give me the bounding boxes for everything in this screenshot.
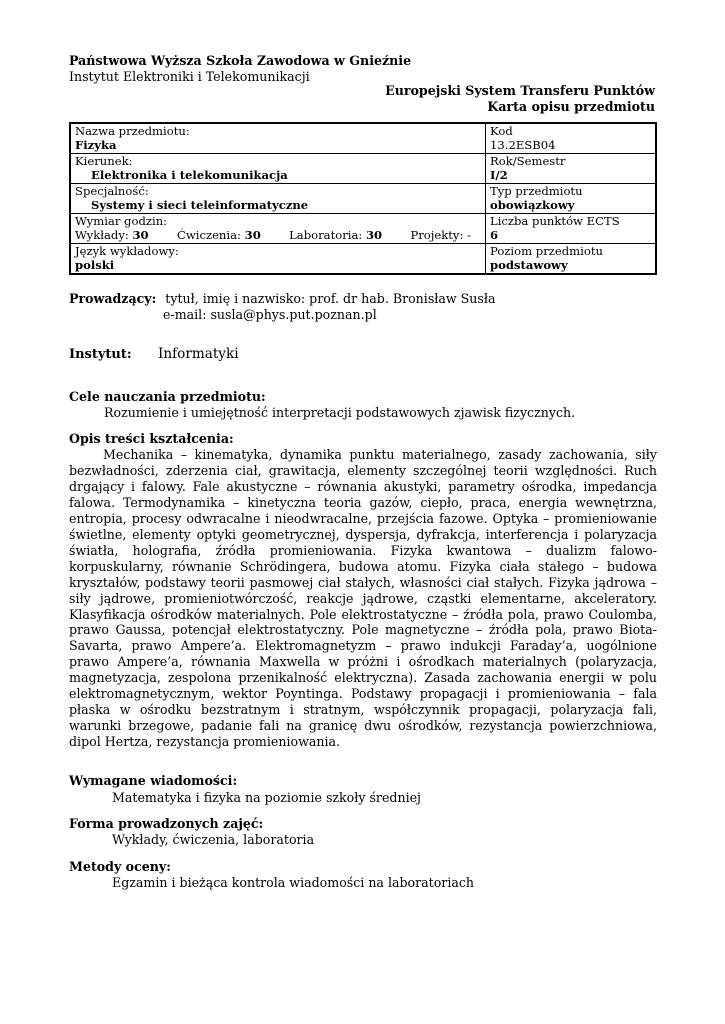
lecturer-row xyxy=(69,291,629,307)
lecturer-label: Prowadzący: xyxy=(69,291,157,306)
form-text: Wykłady, ćwiczenia, laboratoria xyxy=(112,832,315,847)
code-value: 13.2ESB04 xyxy=(490,138,556,152)
type-label: Typ przedmiotu xyxy=(490,184,583,198)
type-value: obowiązkowy xyxy=(490,198,575,212)
assessment-heading: Metody oceny: xyxy=(69,859,171,874)
lang-value: polski xyxy=(75,258,115,272)
direction-cell xyxy=(70,154,486,184)
lectures-label: Wykłady: xyxy=(75,228,129,242)
table-row xyxy=(70,184,656,214)
code-label: Kod xyxy=(490,124,513,138)
ects-system-title: Europejski System Transferu Punktów xyxy=(385,83,655,98)
spec-cell xyxy=(70,184,486,214)
requirements-heading: Wymagane wiadomości: xyxy=(69,773,238,788)
institute-value: Informatyki xyxy=(158,346,239,362)
projects-label: Projekty: xyxy=(410,228,464,242)
table-row xyxy=(70,154,656,184)
hours-breakdown xyxy=(75,228,481,242)
exercises-label: Ćwiczenia: xyxy=(176,228,241,242)
university-name: Państwowa Wyższa Szkoła Zawodowa w Gnieźnie xyxy=(69,53,412,68)
year-cell xyxy=(486,154,657,184)
lecturer-name: tytuł, imię i nazwisko: prof. dr hab. Bronisław Susła xyxy=(165,291,496,306)
spec-label: Specjalność: xyxy=(75,184,149,198)
projects-hours xyxy=(410,228,471,242)
assessment-text: Egzamin i bieżąca kontrola wiadomości na laboratoriach xyxy=(112,875,475,890)
ects-cell xyxy=(486,214,657,244)
year-value: I/2 xyxy=(490,168,508,182)
table-row xyxy=(70,123,656,154)
type-cell xyxy=(486,184,657,214)
institute-name: Instytut Elektroniki i Telekomunikacji xyxy=(69,69,310,84)
table-row xyxy=(70,244,656,275)
lectures-value: 30 xyxy=(132,228,149,242)
subject-info-table xyxy=(69,122,657,275)
institute-label: Instytut: xyxy=(69,347,132,362)
form-heading: Forma prowadzonych zajęć: xyxy=(69,816,264,831)
subject-cell xyxy=(70,123,486,154)
year-label: Rok/Semestr xyxy=(490,154,566,168)
code-cell xyxy=(486,123,657,154)
requirements-text: Matematyka i fizyka na poziomie szkoły średniej xyxy=(112,790,421,805)
lab-label: Laboratoria: xyxy=(289,228,363,242)
exercises-value: 30 xyxy=(244,228,261,242)
content-text: Mechanika – kinematyka, dynamika punktu materialnego, zasady zachowania, siły bezwładności, zderzenia ciał, grawitacja, elementy szczególnej teorii względności. Ruch drgający i falowy. Fale akustyczne – równania akustyki, parametry ośrodka, impedancja falowa. Termodynamika – kinetyczna teoria gazów, ciepło, praca, energia wewnętrzna, entropia, procesy odwracalne i nieodwracalne, przejścia fazowe. Optyka – promieniowanie świetlne, elementy optyki geometrycznej, dyspersja, dyfrakcja, interferencja i polaryzacja światła, holografia, źródła promieniowania. Fizyka kwantowa – dualizm falowo-korpuskularny, równanie Schrödingera, budowa atomu. Fizyka ciała stałego – budowa kryształów, podstawy teorii pasmowej ciał stałych, własności ciał stałych. Fizyka jądrowa – siły jądrowe, promieniotwórczość, reakcje jądrowe, cząstki elementarne, akceleratory. Klasyfikacja ośrodków materialnych. Pole elektrostatyczne – źródła pola, prawo Coulomba, prawo Gaussa, potencjał elektrostatyczny. Pole magnetyczne – źródła pola, prawo Biota-Savarta, prawo Ampere’a. Elektromagnetyzm – prawo indukcji Faraday’a, uogólnione prawo Ampere’a, równania Maxwella w próżni i ośrodkach materialnych (polaryzacja, magnetyzacja, zespolona przenikalność elektryczna). Zasada zachowania energii w polu elektromagnetycznym, wektor Poyntinga. Podstawy propagacji i promieniowania – fala płaska w ośrodku bezstratnym i stratnym, współczynnik propagacji, polaryzacja fali, warunki brzegowe, padanie fali na granicę dwu ośrodków, rezystancja powierzchniowa, dipol Hertza, rezystancja promieniowania. xyxy=(69,447,657,750)
goals-heading: Cele nauczania przedmiotu: xyxy=(69,389,266,404)
institute-section xyxy=(69,346,239,362)
lecturer-section xyxy=(69,291,629,323)
subject-label: Nazwa przedmiotu: xyxy=(75,124,190,138)
table-row xyxy=(70,214,656,244)
level-cell xyxy=(486,244,657,275)
ects-value: 6 xyxy=(490,228,499,242)
lang-cell xyxy=(70,244,486,275)
spec-value: Systemy i sieci teleinformatyczne xyxy=(91,198,309,212)
lab-hours xyxy=(289,228,382,242)
subject-value: Fizyka xyxy=(75,138,117,152)
level-value: podstawowy xyxy=(490,258,568,272)
lecturer-email: e-mail: susla@phys.put.poznan.pl xyxy=(163,307,377,322)
content-body xyxy=(69,447,657,750)
lectures-hours xyxy=(75,228,149,242)
goals-text: Rozumienie i umiejętność interpretacji podstawowych zjawisk fizycznych. xyxy=(104,405,576,420)
level-label: Poziom przedmiotu xyxy=(490,244,603,258)
projects-value: - xyxy=(467,228,471,242)
hours-cell xyxy=(70,214,486,244)
lab-value: 30 xyxy=(365,228,383,242)
direction-value: Elektronika i telekomunikacja xyxy=(91,168,288,182)
exercises-hours xyxy=(177,228,261,242)
hours-label: Wymiar godzin: xyxy=(75,214,168,228)
lang-label: Język wykładowy: xyxy=(75,244,179,258)
card-title: Karta opisu przedmiotu xyxy=(487,99,655,114)
ects-label: Liczba punktów ECTS xyxy=(490,214,620,228)
content-heading: Opis treści kształcenia: xyxy=(69,431,234,446)
direction-label: Kierunek: xyxy=(75,154,133,168)
